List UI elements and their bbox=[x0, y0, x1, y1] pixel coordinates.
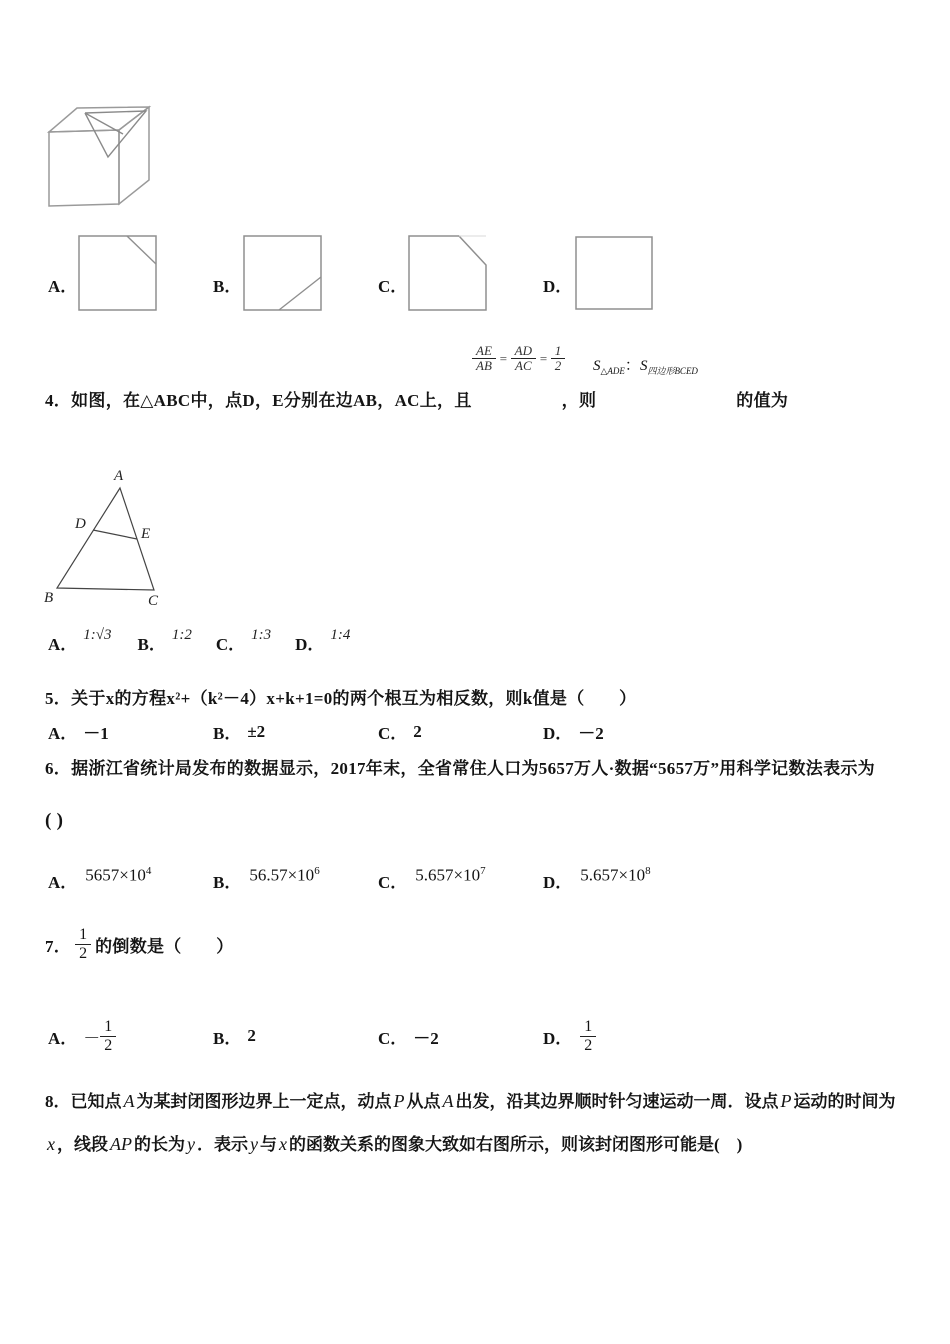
q8-text: 与 bbox=[260, 1135, 277, 1154]
q7-option-a bbox=[48, 1005, 116, 1067]
variable-x: x bbox=[47, 1134, 55, 1154]
q7-option-c bbox=[378, 1005, 439, 1067]
triangle-label-d: D bbox=[75, 516, 86, 532]
triangle-label-c: C bbox=[148, 593, 159, 606]
q6-stem: 6．据浙江省统计局发布的数据显示，2017年末，全省常住人口为5657万人·数据“5657万”用科学记数法表示为 bbox=[45, 759, 875, 778]
triangle-figure bbox=[42, 466, 167, 606]
frac-den: 2 bbox=[554, 358, 562, 374]
q6-option-label-c: C． bbox=[378, 873, 408, 892]
variable-y: y bbox=[187, 1134, 195, 1154]
q5-option-label-b: B． bbox=[213, 724, 242, 743]
cube-figure bbox=[45, 100, 167, 220]
q4-option-value-a: 1:√3 bbox=[83, 627, 112, 643]
s-subscript: △ADE bbox=[600, 366, 625, 376]
variable-p: P bbox=[393, 1091, 405, 1111]
q4-stem-end: 的值为 bbox=[736, 391, 789, 410]
q7-option-label-d: D． bbox=[543, 1028, 573, 1048]
q4-stem-text: 4．如图，在△ABC中，点D，E分别在边AB，AC上，且 bbox=[45, 391, 472, 410]
q8-line-1 bbox=[45, 1080, 925, 1123]
variable-ap: AP bbox=[110, 1134, 132, 1154]
frac-den: AC bbox=[515, 358, 532, 374]
q7-number: 7． bbox=[45, 936, 72, 956]
q4-option-label-a: A． bbox=[48, 635, 78, 654]
q7-fraction: $\frac{1}{2}$ bbox=[75, 926, 91, 962]
q6-option-c bbox=[378, 865, 486, 893]
variable-p: P bbox=[780, 1091, 792, 1111]
triangle-label-e: E bbox=[141, 526, 151, 542]
q8-text: 的长为 bbox=[134, 1135, 185, 1154]
q4-option-label-d: D． bbox=[295, 635, 325, 654]
s-subscript: 四边形BCED bbox=[647, 366, 698, 376]
variable-x: x bbox=[279, 1134, 287, 1154]
q7-option-label-a: A． bbox=[48, 1028, 78, 1048]
frac-den: AB bbox=[476, 358, 492, 374]
q6-option-label-d: D． bbox=[543, 873, 573, 892]
q7-option-b bbox=[213, 1005, 256, 1067]
q7-option-d bbox=[543, 1005, 596, 1067]
q6-option-value-d: $5.657\times 10^8$ bbox=[580, 865, 651, 885]
cube-figure-svg bbox=[45, 100, 167, 220]
q5-option-c bbox=[378, 719, 422, 744]
q4-ratio-formula bbox=[472, 344, 565, 373]
minus-sign: － bbox=[83, 1028, 101, 1048]
q4-option-value-b: 1:2 bbox=[171, 627, 192, 643]
triangle-label-b: B bbox=[44, 590, 54, 606]
q8-text: ．表示 bbox=[197, 1135, 248, 1154]
q4-stem-mid: ，则 bbox=[561, 391, 597, 410]
q8-line-2 bbox=[45, 1123, 925, 1166]
q4-options bbox=[48, 627, 351, 655]
q8-text: 运动的时间为 bbox=[793, 1092, 896, 1111]
q6-paren: ( ) bbox=[45, 810, 64, 831]
q5-option-label-a: A． bbox=[48, 724, 78, 743]
q8-text: 8．已知点 bbox=[45, 1092, 122, 1111]
q6-option-a bbox=[48, 865, 152, 893]
q7-option-fraction-a: $\frac{1}{2}$ bbox=[100, 1018, 116, 1054]
q8-text: 的函数关系的图象大致如右图所示，则该封闭图形可能是( ) bbox=[289, 1135, 743, 1154]
q6-option-value-b: $56.57\times 10^6$ bbox=[249, 865, 320, 885]
q6-option-label-a: A． bbox=[48, 873, 78, 892]
q5-option-value-d: －2 bbox=[578, 724, 604, 743]
q7-option-label-b: B． bbox=[213, 1028, 242, 1048]
q3-option-label-a: A． bbox=[48, 277, 78, 296]
q3-option-square-a bbox=[78, 235, 157, 311]
equals-sign: = bbox=[539, 350, 548, 366]
q7-option-fraction-d: $\frac{1}{2}$ bbox=[580, 1018, 596, 1054]
q6-option-value-a: $5657\times 10^4$ bbox=[85, 865, 152, 885]
q3-option-square-c bbox=[408, 235, 487, 311]
q5-option-d bbox=[543, 719, 604, 744]
q8-text: 为某封闭图形边界上一定点，动点 bbox=[136, 1092, 392, 1111]
q5-option-value-c: 2 bbox=[413, 721, 422, 741]
q8-text: 出发，沿其边界顺时针匀速运动一周．设点 bbox=[455, 1092, 779, 1111]
q8-text: 从点 bbox=[406, 1092, 441, 1111]
frac-num: 1 bbox=[551, 344, 566, 359]
q7-option-value-b: 2 bbox=[247, 1026, 256, 1045]
q6-option-b bbox=[213, 865, 320, 893]
s-symbol: S bbox=[593, 358, 601, 374]
s-symbol: S bbox=[639, 358, 648, 374]
q3-option-label-b: B． bbox=[213, 277, 242, 296]
triangle-label-a: A bbox=[114, 468, 124, 484]
q5-stem: 5．关于x的方程x²+（k²－4）x+k+1=0的两个根互为相反数，则k值是（ ） bbox=[45, 689, 637, 708]
q3-option-square-b bbox=[243, 235, 322, 311]
q6-option-d bbox=[543, 865, 651, 893]
exponent: 4 bbox=[145, 865, 152, 878]
q8-stem bbox=[45, 1080, 925, 1166]
q6-option-value-c: $5.657\times 10^7$ bbox=[415, 865, 486, 885]
frac-num: AD bbox=[511, 344, 536, 359]
q5-option-label-c: C． bbox=[378, 724, 408, 743]
q5-option-label-d: D． bbox=[543, 724, 573, 743]
q6-option-label-b: B． bbox=[213, 873, 242, 892]
variable-y: y bbox=[250, 1134, 258, 1154]
q5-option-b bbox=[213, 719, 265, 744]
frac-num: AE bbox=[472, 344, 496, 359]
q4-area-ratio-formula bbox=[593, 354, 698, 377]
q5-option-a bbox=[48, 719, 109, 744]
q4-option-label-c: C． bbox=[215, 635, 246, 654]
q4-option-value-d: 1:4 bbox=[330, 627, 351, 643]
q7-option-label-c: C． bbox=[378, 1028, 408, 1048]
variable-a: A bbox=[442, 1091, 454, 1111]
q4-option-label-b: B． bbox=[137, 635, 166, 654]
q7-stem bbox=[45, 918, 234, 970]
q4-stem bbox=[45, 386, 788, 411]
q5-option-value-a: －1 bbox=[83, 724, 109, 743]
q3-option-label-c: C． bbox=[378, 277, 408, 296]
q8-text: ，线段 bbox=[57, 1135, 108, 1154]
q4-option-value-c: 1:3 bbox=[251, 627, 272, 643]
q3-option-label-d: D． bbox=[543, 277, 573, 296]
q5-option-value-b: ±2 bbox=[247, 721, 266, 741]
variable-a: A bbox=[123, 1091, 135, 1111]
q3-option-square-d bbox=[575, 236, 653, 310]
exponent: 8 bbox=[645, 865, 651, 878]
exponent: 6 bbox=[314, 865, 320, 878]
colon: ： bbox=[624, 358, 640, 374]
q7-stem-text: 的倒数是（ ） bbox=[95, 936, 234, 956]
equals-sign: = bbox=[498, 350, 508, 366]
q7-option-value-c: －2 bbox=[413, 1028, 439, 1048]
exponent: 7 bbox=[480, 865, 486, 878]
